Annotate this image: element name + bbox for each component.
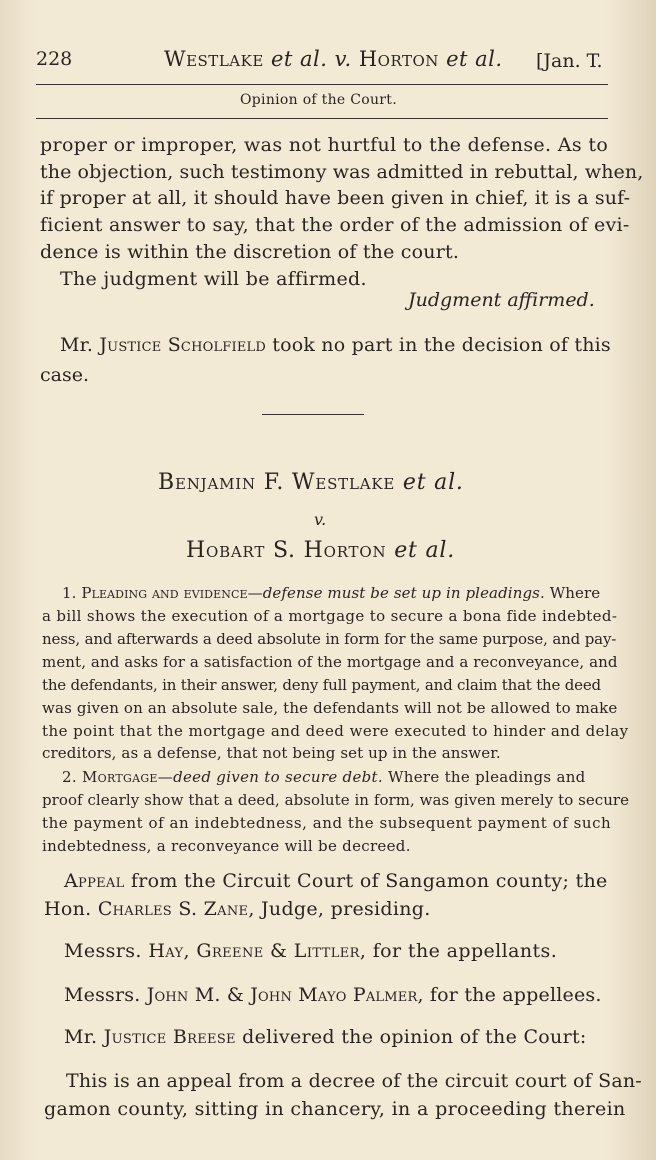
headnote-1-line-4: ment, and asks for a satisfaction of the mortgage and a reconveyance, and — [42, 653, 618, 671]
prev-line-1: proper or improper, was not hurtful to the defense. As to — [40, 134, 609, 156]
header-party2: Horton — [358, 47, 439, 71]
scholfield-line-2: case. — [40, 364, 90, 386]
caption-defendant-line — [186, 538, 455, 563]
headnote-2-line-4: indebtedness, a reconveyance will be decreed. — [42, 837, 411, 855]
headnote-2-first-line — [62, 768, 586, 786]
scholfield-note — [60, 334, 611, 356]
header-rule — [36, 84, 608, 85]
opinion-justice: Justice Breese — [103, 1026, 236, 1048]
judge-name: Charles S. Zane — [97, 898, 249, 920]
case-separator-rule — [262, 414, 364, 415]
headnote-2-line-3: the payment of an indebtedness, and the subsequent payment of such — [42, 814, 612, 832]
appellants-prefix: Messrs. — [64, 940, 149, 962]
appellees-names: John M. & John Mayo Palmer — [146, 984, 418, 1006]
term-label: [Jan. T. — [536, 50, 603, 72]
prev-line-2: the objection, such testimony was admitted in rebuttal, when, — [40, 161, 644, 183]
header-etal1: et al. — [270, 47, 328, 71]
prev-line-3: if proper at all, it should have been given in chief, it is a suf- — [40, 187, 631, 209]
caption-plaintiff: Benjamin F. Westlake — [158, 470, 396, 495]
appeal-word: Appeal — [64, 870, 125, 892]
opinion-prefix: Mr. — [64, 1026, 104, 1048]
caption-etal1: et al. — [402, 470, 464, 495]
appellants-rest: , for the appellants. — [359, 940, 558, 962]
appellees-counsel — [64, 984, 602, 1006]
headnote-1-line-8: creditors, as a defense, that not being set up in the answer. — [42, 744, 501, 762]
header-v: v. — [334, 47, 352, 71]
running-head-rule — [36, 118, 608, 119]
headnote-1-first-line — [62, 584, 600, 602]
headnote-2-topic: Mortgage — [82, 768, 158, 786]
appellees-prefix: Messrs. — [64, 984, 147, 1006]
prev-line-5: dence is within the discretion of the court. — [40, 241, 460, 263]
header-party1: Westlake — [164, 47, 264, 71]
headnote-1-line-3: ness, and afterwards a deed absolute in form for the same purpose, and pay- — [42, 630, 617, 648]
scholfield-rest: took no part in the decision of this — [266, 334, 611, 356]
headnote-2-number: 2. — [62, 768, 77, 786]
caption-plaintiff-line — [158, 470, 464, 495]
header-etal2: et al. — [446, 47, 503, 71]
headnote-1-line-7: the point that the mortgage and deed were executed to hinder and delay — [42, 722, 629, 740]
headnote-2-first-rest: Where the pleadings and — [388, 768, 586, 786]
headnote-1-dash: — — [247, 584, 263, 602]
appellants-counsel — [64, 940, 557, 962]
judgment-affirmed: Judgment affirmed. — [408, 289, 595, 311]
opinion-text-line-1: This is an appeal from a decree of the circuit court of San- — [66, 1070, 642, 1092]
headnote-2-line-2: proof clearly show that a deed, absolute in form, was given merely to secure — [42, 791, 630, 809]
caption-etal2: et al. — [394, 538, 455, 563]
scholfield-prefix: Mr. — [60, 334, 100, 356]
headnote-1-line-6: was given on an absolute sale, the defendants will not be allowed to make — [42, 699, 618, 717]
caption-versus: v. — [314, 510, 327, 529]
appellees-rest: , for the appellees. — [417, 984, 602, 1006]
page-number: 228 — [36, 48, 73, 70]
case-title-header — [164, 47, 503, 71]
appeal-presiding: , Judge, presiding. — [248, 898, 431, 920]
scholfield-name: Justice Scholfield — [99, 334, 266, 356]
headnote-1-first-rest: Where — [549, 584, 601, 602]
headnote-1-line-2: a bill shows the execution of a mortgage to secure a bona fide indebted- — [42, 607, 618, 625]
appellants-names: Hay, Greene & Littler — [148, 940, 360, 962]
opinion-text-line-2: gamon county, sitting in chancery, in a proceeding therein — [44, 1098, 626, 1120]
appeal-hon: Hon. — [44, 898, 98, 920]
headnote-2-italic: deed given to secure debt. — [173, 768, 383, 786]
prev-line-4: ficient answer to say, that the order of the admission of evi- — [40, 214, 630, 236]
headnote-2-dash: — — [157, 768, 174, 786]
appeal-line-1 — [64, 870, 608, 892]
judgment-line: The judgment will be affirmed. — [60, 268, 367, 290]
appeal-rest: from the Circuit Court of Sangamon county; the — [124, 870, 608, 892]
headnote-1-topic: Pleading and evidence — [81, 584, 248, 602]
headnote-1-number: 1. — [62, 584, 77, 602]
running-head: Opinion of the Court. — [240, 92, 397, 108]
headnote-1-italic: defense must be set up in pleadings. — [262, 584, 545, 602]
appeal-line-2 — [44, 898, 431, 920]
headnote-1-line-5: the defendants, in their answer, deny full payment, and claim that the deed — [42, 676, 601, 694]
opinion-rest: delivered the opinion of the Court: — [235, 1026, 587, 1048]
caption-defendant: Hobart S. Horton — [186, 538, 387, 563]
opinion-delivered — [64, 1026, 587, 1048]
